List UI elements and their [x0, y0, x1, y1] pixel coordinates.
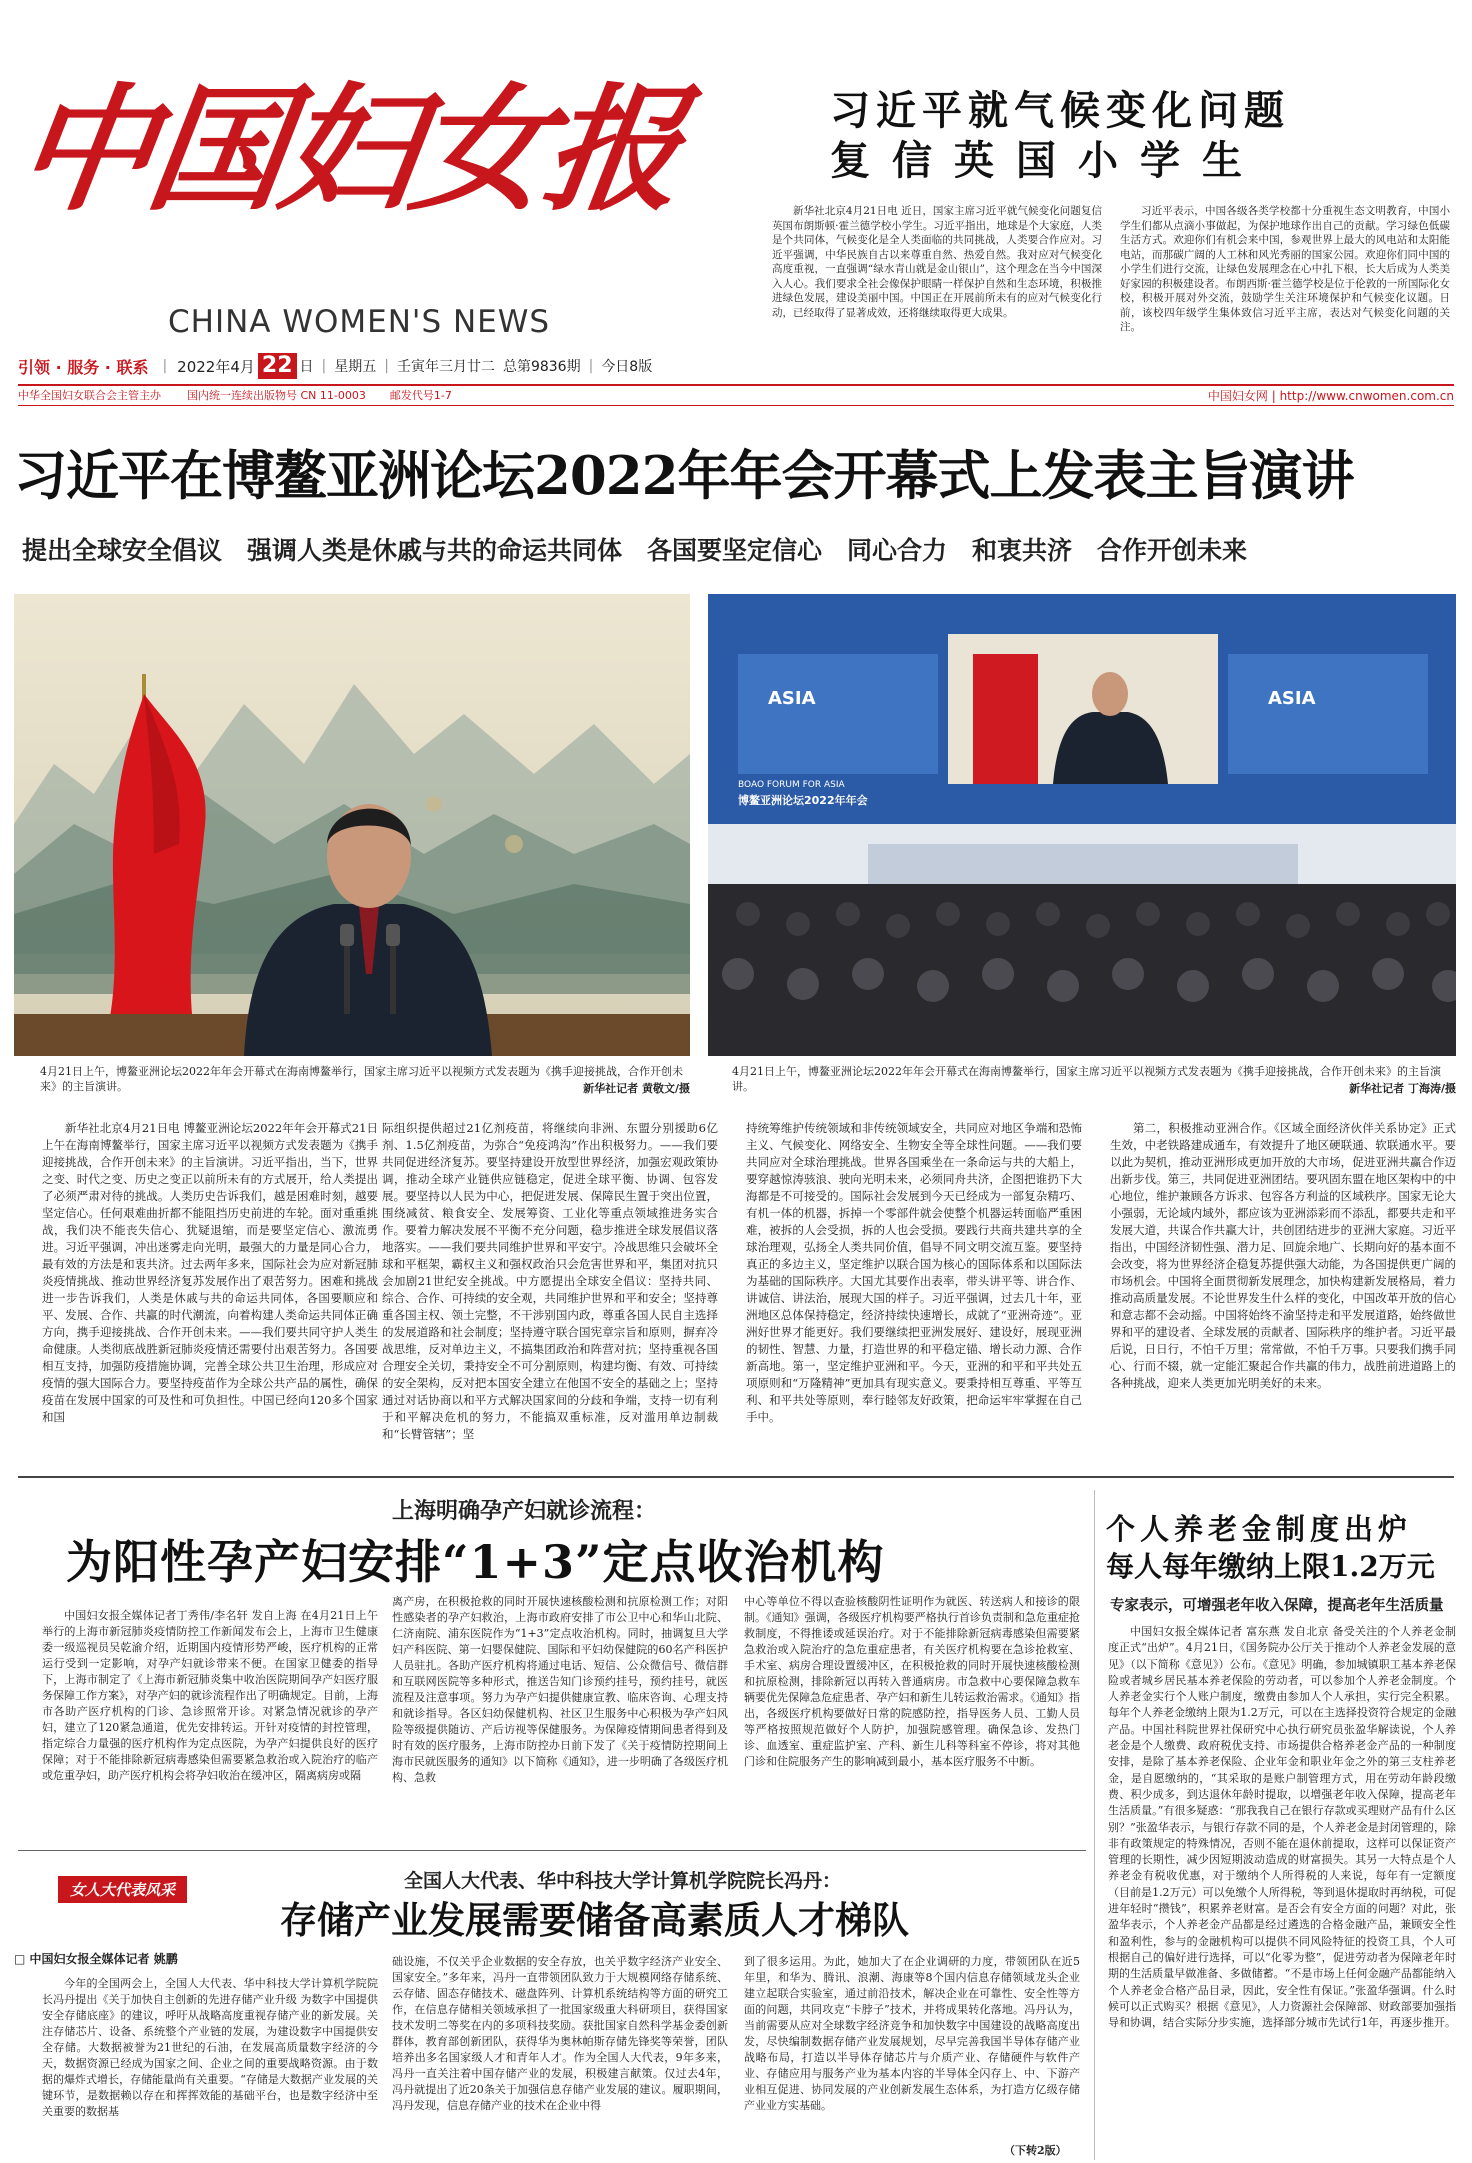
- storage-headline: 存储产业发展需要储备高素质人才梯队: [280, 1898, 909, 1942]
- photo-forum-hall: [708, 594, 1456, 1056]
- storage-byline: □ 中国妇女报全媒体记者 姚鹏: [14, 1952, 178, 1966]
- lead-photo-1: [14, 594, 690, 1056]
- section-tag: 女人大代表风采: [58, 1876, 187, 1903]
- top-story-headline-1: 习近平就气候变化问题: [830, 87, 1290, 134]
- screen-logo-left: ASIA: [768, 688, 816, 709]
- lunar-date: 壬寅年三月廿二: [396, 359, 495, 375]
- storage-col-3: 到了很多运用。为此，她加大了在企业调研的力度，带领团队在近5年里，和华为、腾讯、浪潮、海康等8个国内信息存储领域龙头企业建立起联合实验室，通过前沿技术，解决企业在可靠性、安全性等方面的问题，共同攻克“卡脖子”技术，并将成果转化落地。冯丹认为，当前需要从应对全球数字经济竞争和加快数字中国建设的战略高度出发，尽快编制数据存储产业发展规划，尽早完善我国半导体存储产业战略布局，打造以半导体存储芯片与介质产业、存储硬件与软件产业、存储应用与服务产业为基本内容的半导体全闪存上、中、下游产业相互促进、协同发展的产业创新发展生态体系，为打造方亿级存储产业业方实基础。: [744, 1955, 1080, 2112]
- lead-photo-2: [708, 594, 1456, 1056]
- storage-col-1: 今年的全国两会上，全国人大代表、华中科技大学计算机学院院长冯丹提出《关于加快自主创新的先进存储产业升级 为数字中国提供安全存储底座》的建议，呼吁从战略高度重视存储产业的新发展。关注存储芯片、设备、系统整个产业链的发展，为建设数字中国提供安全存储。大数据被誉为21世纪的石油，在发展高质量数字经济的今天，数据资源已经成为国家之间、企业之间的重要战略资源。由于数据的爆炸式增长，存储能量尚有关重要。“存储是大数据产业发展的关键环节，是数据赖以存在和挥挥效能的基础平台，也是数字经济中至关重要的数据基: [42, 1977, 378, 2118]
- lead-subhead: 提出全球安全倡议 强调人类是休戚与共的命运共同体 各国要坚定信心 同心合力 和衷共济 合作开创未来: [22, 536, 1248, 565]
- storage-col-2: 础设施，不仅关乎企业数据的安全存放，也关乎数字经济产业安全、国家安全。”多年来，冯丹一直带领团队致力于大规模网络存储系统、云存储、固态存储技术、磁盘阵列、计算机系统结构等方面的研究工作，在信息存储相关领域承担了一批国家级重大科研项目，获得国家技术发明二等奖在内的多项科技奖励。获批国家自然科学基金委创新群体，教育部创新团队，获得华为奥林帕斯存储先锋奖等荣誉，团队培养出多名国家级人才和青年人才。作为全国人大代表，9年多来，冯丹一直关注着中国存储产业的发展，积极建言献策。仅过去4年，冯丹就提出了近20条关于加强信息存储产业发展的建议。履职期间，冯丹发现，信息存储产业的技术在企业中得: [392, 1955, 728, 2112]
- page-count: 今日8版: [601, 359, 653, 375]
- pension-headline-1: 个人养老金制度出炉: [1106, 1512, 1413, 1546]
- lead-photo-2-caption: [732, 1064, 1456, 1096]
- maternity-kicker: 上海明确孕产妇就诊流程：: [392, 1498, 657, 1524]
- maternity-col-2: 离产房，在积极抢救的同时开展快速核酸检测和抗原检测工作；对阳性感染者的孕产妇救治，上海市政府安排了市公卫中心和华山北院、仁济南院、浦东医院作为“1+3”定点收治机构。同时，抽调复旦大学妇产科医院、第一妇婴保健院、国际和平妇幼保健院的60名产科医护人员驻扎。各助产医疗机构将通过电话、短信、公众微信号、微信群和互联网医院等多种形式，推送告知门诊预约挂号，预约挂号，就医流程及注意事项。努力为孕产妇提供健康宣教、临床咨询、心理支持和就诊指导。各区妇幼保健机构、社区卫生服务中心积极为孕产妇风险等级提供随访、产后访视等保健服务。为保障疫情期间患者得到及时有效的医疗服务，上海市防控办日前下发了《关于疫情防控期间上海市民就医服务的通知》以下简称《通知》，进一步明确了各级医疗机构、急救: [392, 1595, 728, 1784]
- date-suffix: 日: [299, 359, 314, 375]
- screen-logo-right: ASIA: [1268, 688, 1316, 709]
- photo-1-caption-text: 4月21日上午，博鳌亚洲论坛2022年年会开幕式在海南博鳌举行，国家主席习近平以视频方式发表题为《携手迎接挑战，合作开创未来》的主旨演讲。: [40, 1065, 683, 1093]
- screen-subtitle: 博鳌亚洲论坛2022年年会: [738, 794, 868, 807]
- weekday: 星期五: [334, 359, 377, 375]
- photo-1-credit: 新华社记者 黄敬文/摄: [583, 1082, 690, 1095]
- postal-code: 邮发代号1-7: [389, 389, 452, 402]
- maternity-headline: 为阳性孕产妇安排“1+3”定点收治机构: [66, 1535, 885, 1589]
- date-line: 引领 · 服务 · 联系 | 2022年4月 22 日 | 星期五 | 壬寅年三月廿二 总第9836期 | 今日8版: [18, 353, 653, 378]
- photo-2-caption-text: 4月21日上午，博鳌亚洲论坛2022年年会开幕式在海南博鳌举行，国家主席习近平以视频方式发表题为《携手迎接挑战，合作开创未来》的主旨演讲。: [732, 1065, 1441, 1093]
- continued-note: （下转2版）: [1004, 2144, 1067, 2157]
- section-divider-2: [18, 1850, 1086, 1851]
- pension-headline-2: 每人每年缴纳上限1.2万元: [1106, 1550, 1435, 1583]
- masthead-title: 中国妇女报: [6, 70, 690, 230]
- top-story-col-1: 新华社北京4月21日电 近日，国家主席习近平就气候变化问题复信英国布朗斯顿·霍兰德学校小学生。习近平指出，地球是个大家庭，人类是个共同体，气候变化是全人类面临的共同挑战，人类要合作应对。习近平强调，中华民族自古以来尊重自然、热爱自然。我对应对气候变化高度重视，一直强调“绿水青山就是金山银山”，这个理念在当今中国深入人心。我们要求全社会像保护眼睛一样保护自然和生态环境，积极推进绿色发展，建设美丽中国。中国正在开展前所未有的应对气候变化行动，已经取得了显著成效，还将继续取得更大成果。: [772, 205, 1102, 319]
- date-day: 22: [258, 353, 297, 379]
- slogan: 引领 · 服务 · 联系: [18, 357, 149, 377]
- storage-kicker: 全国人大代表、华中科技大学计算机学院院长冯丹：: [404, 1870, 842, 1892]
- maternity-col-3: 中心等单位不得以查验核酸阴性证明作为就医、转送病人和接诊的限制。《通知》强调，各级医疗机构要严格执行首诊负责制和急危重症抢救制度，不得推诿或延误治疗。对于不能排除新冠病毒感染但需要紧急救治或入院治疗的急危重症患者，有关医疗机构要在急诊抢救室、手术室、病房合理设置缓冲区，在积极抢救的同时开展快速核酸检测和抗原检测，排除新冠以再转入普通病房。市急救中心要保障急救车辆要优先保障急危症患者、孕产妇和新生儿转运救治需求。《通知》指出，各级医疗机构要做好日常的院感防控，指导医务人员、工勤人员等严格按照规范做好个人防护，加强院感管理。确保急诊、发热门诊、血透室、重症监护室、产科、新生儿科等科室不停诊，将对其他门诊和住院服务产生的影响减到最小，基本医疗服务不中断。: [744, 1595, 1080, 1768]
- masthead-english: CHINA WOMEN'S NEWS: [168, 304, 551, 340]
- issue-number: 总第9836期: [502, 359, 581, 375]
- date-year-month: 2022年4月: [177, 357, 255, 376]
- lead-photo-1-caption: [40, 1064, 690, 1096]
- screen-title: BOAO FORUM FOR ASIA: [738, 780, 845, 790]
- lead-headline: 习近平在博鳌亚洲论坛2022年年会开幕式上发表主旨演讲: [14, 445, 1354, 507]
- lead-col-2: 际组织提供超过21亿剂疫苗，将继续向非洲、东盟分别援助6亿剂、1.5亿剂疫苗，为弥合“免疫鸿沟”作出积极努力。——我们要共同促进经济复苏。要坚持建设开放型世界经济，加强宏观政策协调，推动全球产业链供应链稳定，促进全球平衡、协调、包容发展。要坚持以人民为中心，把促进发展、保障民生置于突出位置，围绕减贫、粮食安全、发展筹资、工业化等重点领域推进务实合作。要着力解决发展不平衡不充分问题，稳步推进全球发展倡议落地落实。——我们要共同维护世界和平安宁。冷战思维只会破坏全球和平框架，霸权主义和强权政治只会危害世界和平，集团对抗只会加剧21世纪安全挑战。中方愿提出全球安全倡议：坚持共同、综合、合作、可持续的安全观，共同维护世界和平和安全；坚持尊重各国主权、领土完整，不干涉别国内政，尊重各国人民自主选择的发展道路和社会制度；坚持遵守联合国宪章宗旨和原则，摒弃冷战思维，反对单边主义，不搞集团政治和阵营对抗；坚持重视各国合理安全关切，秉持安全不可分割原则，构建均衡、有效、可持续的安全架构，反对把本国安全建立在他国不安全的基础之上；坚持通过对话协商以和平方式解决国家间的分歧和争端，支持一切有利于和平解决危机的努力，不能搞双重标准，反对滥用单边制裁和“长臂管辖”；坚: [382, 1121, 718, 1441]
- top-story-headline-2: 复信英国小学生: [830, 137, 1264, 184]
- pension-subhead: 专家表示，可增强老年收入保障，提高老年生活质量: [1110, 1597, 1444, 1614]
- photo-2-credit: 新华社记者 丁海涛/摄: [1349, 1082, 1456, 1095]
- pension-body: 中国妇女报全媒体记者 富东燕 发自北京 备受关注的个人养老金制度正式“出炉”。4月21日，《国务院办公厅关于推动个人养老金发展的意见》（以下简称《意见》）公布。《意见》明确，参加城镇职工基本养老保险或者城乡居民基本养老保险的劳动者，可以参加个人养老金制度。个人养老金实行个人账户制度，缴费由参加人个人承担，实行完全积累。每年个人养老金缴纳上限为1.2万元，可以在主选择投资符合规定的金融产品。中国社科院世界社保研究中心执行研究员张盈华解读说，个人养老金是个人缴费、政府税优支持、市场提供合格养老金产品的一种制度安排，是除了基本养老保险、企业年金和职业年金之外的第三支柱养老金，是自愿缴纳的，“其采取的是账户制管理方式，用在劳动年龄段缴费、积少成多，到达退休年龄时提取，以增强老年收入保障，提高老年生活质量。”有很多疑惑：“那我我自己在银行存款或买理财产品有什么区别？”张盈华表示，与银行存款不同的是，个人养老金是封闭管理的，除非有政策规定的特殊情况，否则不能在退休前提取，这样可以保证资产管理的长期性，减少因短期波动造成的财富损失。其另一大特点是个人养老金有税收优惠，对于缴纳个人所得税的人来说，每年有一定额度（目前是1.2万元）可以免缴个人所得税，等到退休提取时再纳税，可促进年轻时“攒钱”，积累养老财富。是否会有安全方面的问题？对此，张盈华表示，个人养老金产品都是经过遴选的合格金融产品，兼顾安全性和盈利性，参与的金融机构可以提供不同风险特征的投资工具，个人可根据自己的偏好进行选择，可以“化零为整”，促进劳动者为保障老年时期的生活质量早做准备、多做储蓄。“不是市场上任何金融产品都能纳入个人养老金合格产品目录，因此，安全性有保证。”张盈华强调。什么时候可以正式购买？根据《意见》，人力资源社会保障部、财政部要加强指导和协调，结合实际分步实施，选择部分城市先试行1年，再逐步推开。: [1108, 1625, 1456, 2030]
- vertical-divider: [1094, 1490, 1095, 2160]
- section-divider-1: [18, 1476, 1454, 1478]
- maternity-col-1: 中国妇女报全媒体记者丁秀伟/李名轩 发自上海 在4月21日上午举行的上海市新冠肺炎疫情防控工作新闻发布会上，上海市卫生健康委一级巡视员吴乾渝介绍，近期国内疫情形势严峻，医疗机构的正常运行受到一定影响，对孕产妇就诊带来不便。在国家卫健委的指导下，上海市制定了《上海市新冠肺炎集中收治医院期间孕产妇医疗服务保障工作方案》，对孕产妇的就诊流程作出了明确规定。目前，上海市各助产医疗机构的门诊、急诊照常开诊。对紧急情况就诊的孕产妇，建立了120紧急通道，优先安排转运。开针对疫情的封控管理，指定综合力量强的医疗机构作为定点医院，为孕产妇提供良好的医疗保障；对于不能排除新冠病毒感染但需要紧急救治或入院治疗的临产或危重孕妇，助产医疗机构会将孕妇收治在缓冲区，隔离病房或隔: [42, 1609, 378, 1782]
- cn-number: 国内统一连续出版物号 CN 11-0003: [187, 389, 366, 402]
- lead-col-1: 新华社北京4月21日电 博鳌亚洲论坛2022年年会开幕式21日上午在海南博鳌举行，国家主席习近平以视频方式发表题为《携手迎接挑战，合作开创未来》的主旨演讲。习近平指出，当下，世界之变、时代之变、历史之变正以前所未有的方式展开，给人类提出了必须严肃对待的挑战。人类历史告诉我们，越是困难时刻，越要坚定信心。任何艰难曲折都不能阻挡历史前进的车轮。面对重重挑战，我们决不能丧失信心、犹疑退缩，而是要坚定信心、激流勇进。习近平强调，冲出迷雾走向光明，最强大的力量是同心合力，最有效的方法是和衷共济。过去两年多来，国际社会为应对新冠肺炎疫情挑战、推动世界经济复苏发展作出了艰苦努力。困难和挑战进一步告诉我们，人类是休戚与共的命运共同体，各国要顺应和平、发展、合作、共赢的时代潮流，向着构建人类命运共同体正确方向，携手迎接挑战、合作开创未来。——我们要共同守护人类生命健康。人类彻底战胜新冠肺炎疫情还需要付出艰苦努力。各国要相互支持，加强防疫措施协调，完善全球公共卫生治理，形成应对疫情的强大国际合力。要坚持疫苗作为全球公共产品的属性，确保疫苗在发展中国家的可及性和可负担性。中国已经向120多个国家和国: [42, 1121, 378, 1424]
- lead-col-3: 持统筹维护传统领域和非传统领域安全，共同应对地区争端和恐怖主义、气候变化、网络安全、生物安全等全球性问题。——我们要共同应对全球治理挑战。世界各国乘坐在一条命运与共的大船上，要穿越惊涛骇浪、驶向光明未来，必须同舟共济，企图把谁扔下大海都是不可接受的。国际社会发展到今天已经成为一部复杂精巧、有机一体的机器，拆掉一个零部件就会使整个机器运转面临严重困难，被拆的人会受损，拆的人也会受损。要践行共商共建共享的全球治理观，弘扬全人类共同价值，倡导不同文明交流互鉴。要坚持真正的多边主义，坚定维护以联合国为核心的国际体系和以国际法为基础的国际秩序。大国尤其要作出表率，带头讲平等、讲合作、讲诚信、讲法治，展现大国的样子。习近平强调，过去几十年，亚洲地区总体保持稳定，经济持续快速增长，成就了“亚洲奇迹”。亚洲好世界才能更好。我们要继续把亚洲发展好、建设好，展现亚洲的韧性、智慧、力量，打造世界的和平稳定锚、增长动力源、合作新高地。第一，坚定维护亚洲和平。今天，亚洲的和平和平共处五项原则和“万隆精神”更加具有现实意义。要秉持相互尊重、平等互利、和平共处等原则，奉行睦邻友好政策，把命运牢牢掌握在自己手中。: [746, 1121, 1082, 1424]
- masthead-logo: [6, 68, 690, 238]
- publisher: 中华全国妇女联合会主管主办: [18, 389, 161, 402]
- top-story-col-2: 习近平表示，中国各级各类学校都十分重视生态文明教育，中国小学生们都从点滴小事做起，为保护地球作出自己的贡献。学习绿色低碳生活方式。欢迎你们有机会来中国，参观世界上最大的风电站和太阳能电站，而那碳广阔的人工林和风光秀丽的国家公园。欢迎你们同中国的小学生们进行交流，让绿色发展理念在心中扎下根，长大后成为人类美好家园的积极建设者。布朗西斯·霍兰德学校是位于伦敦的一所国际化女校，积极开展对外交流，鼓励学生关注环境保护和气候变化议题。日前，该校四年级学生集体致信习近平主席，表达对气候变化问题的关注。: [1120, 205, 1450, 333]
- info-bar: [18, 387, 1454, 403]
- photo-speech-illustration: [14, 594, 690, 1056]
- website-link[interactable]: 中国妇女网 | http://www.cnwomen.com.cn: [1207, 388, 1454, 403]
- lead-col-4: 第二，积极推动亚洲合作。《区域全面经济伙伴关系协定》正式生效，中老铁路建成通车，有效提升了地区硬联通、软联通水平。要以此为契机，推动亚洲形成更加开放的大市场，促进亚洲共赢合作迈出新步伐。第三，共同促进亚洲团结。要巩固东盟在地区架构中的中心地位，维护兼顾各方诉求、包容各方利益的区域秩序。国家无论大小强弱，无论域内域外，都应该为亚洲添彩而不添乱，都要共走和平发展大道，共谋合作共赢大计，共创团结进步的亚洲大家庭。习近平指出，中国经济韧性强、潜力足、回旋余地广、长期向好的基本面不会改变，将为世界经济企稳复苏提供强大动能，为各国提供更广阔的市场机会。中国将全面贯彻新发展理念，加快构建新发展格局，着力推动高质量发展。不论世界发生什么样的变化，中国改革开放的信心和意志都不会动摇。中国将始终不渝坚持走和平发展道路，始终做世界和平的建设者、全球发展的贡献者、国际秩序的维护者。习近平最后说，日日行，不怕千万里；常常做，不怕千万事。只要我们携手同心、行而不辍，就一定能汇聚起合作共赢的伟力，战胜前进道路上的各种挑战，迎来人类更加光明美好的未来。: [1110, 1121, 1456, 1390]
